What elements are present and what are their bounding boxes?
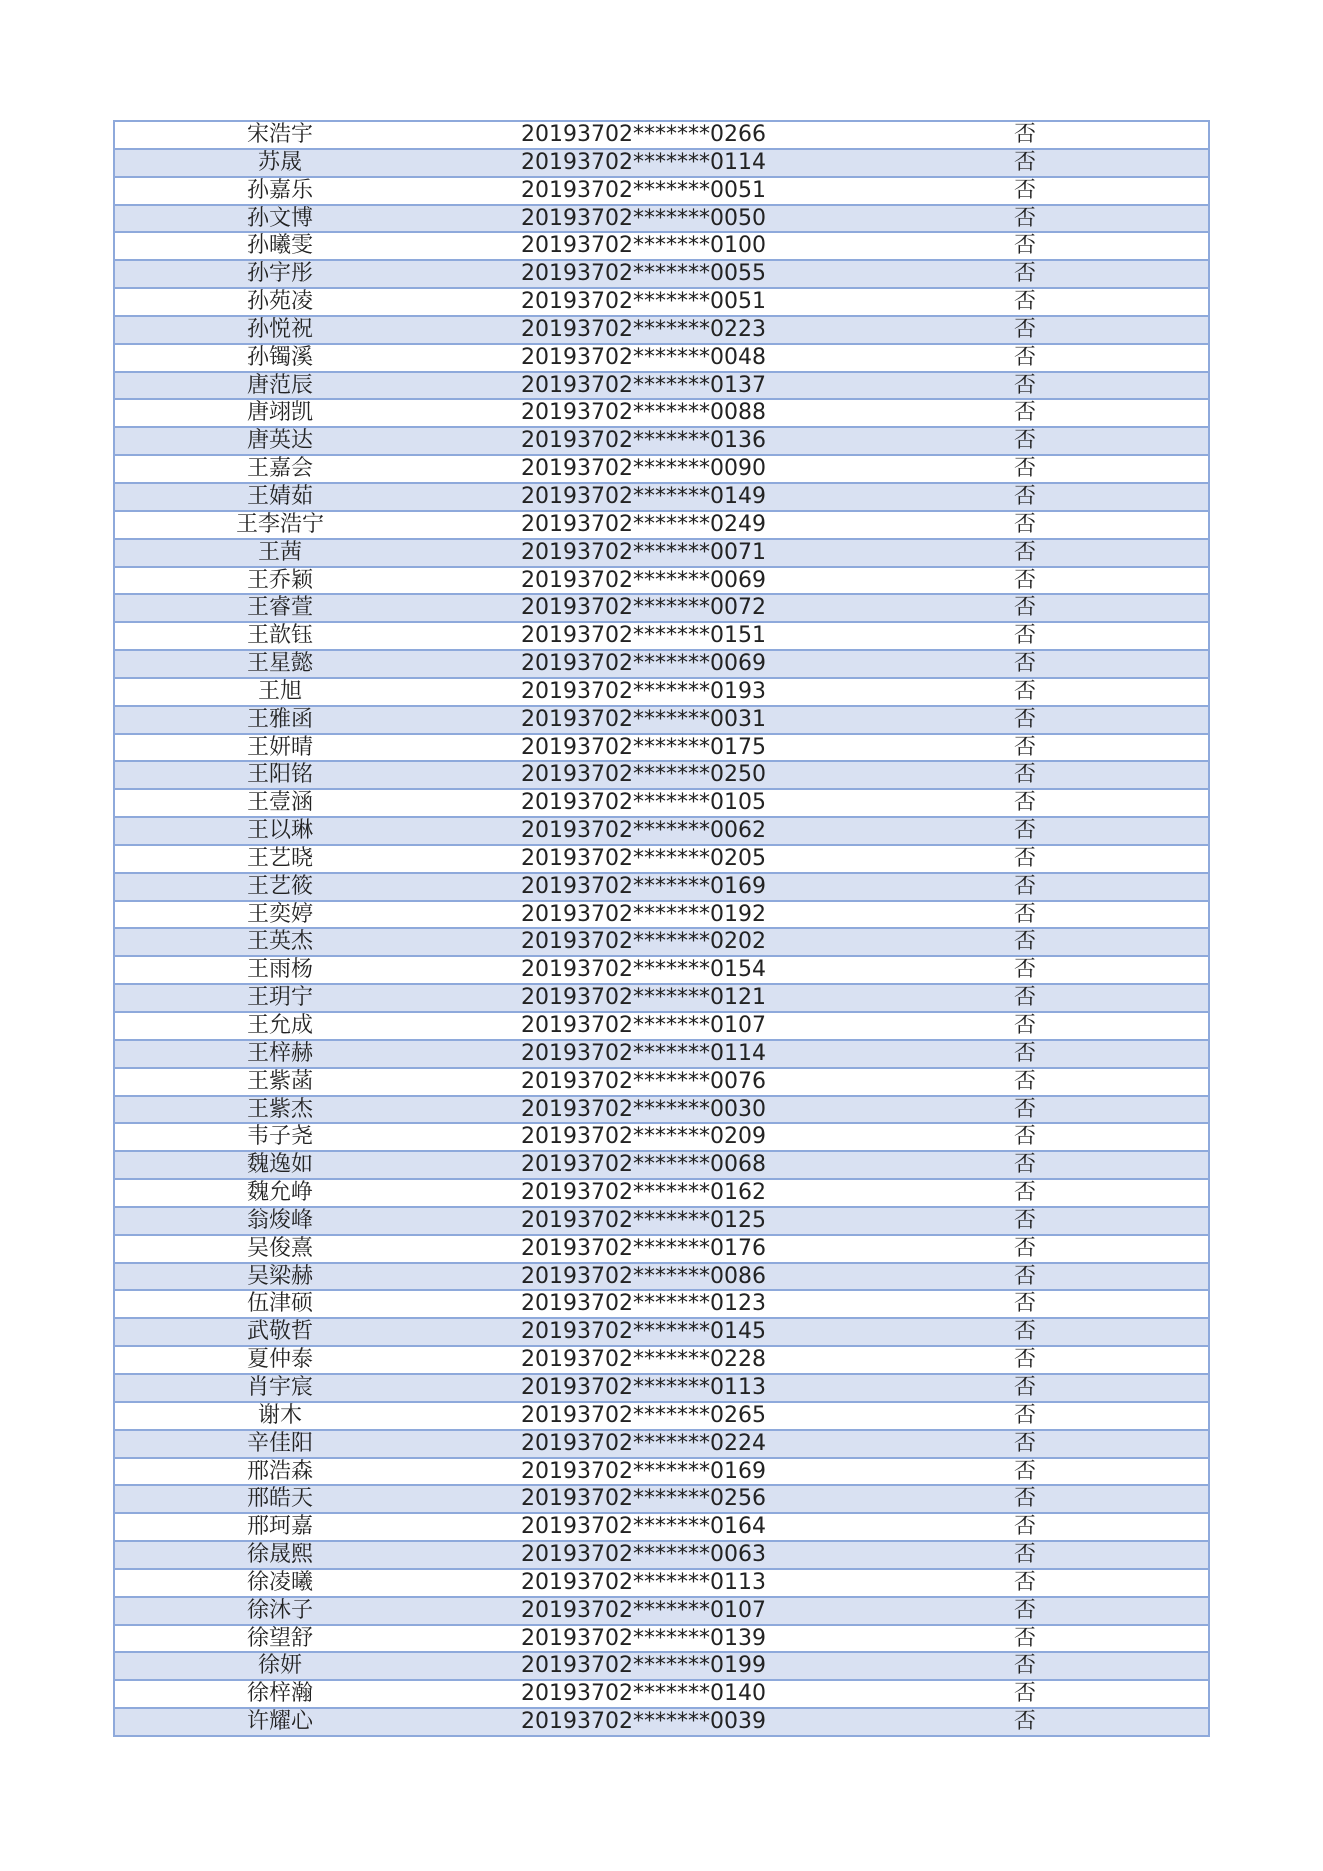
name-cell: 王旭 (257, 678, 302, 704)
student-table (113, 120, 1210, 1737)
table-row (115, 1178, 1208, 1206)
student-id-cell: 20193702*******0107 (521, 1597, 766, 1623)
student-id-cell: 20193702*******0086 (521, 1263, 766, 1289)
name-cell: 王梓赫 (246, 1040, 313, 1066)
flag-cell: 否 (1013, 1291, 1036, 1317)
table-row (115, 1345, 1208, 1373)
table-row (115, 1067, 1208, 1095)
flag-cell: 否 (1013, 289, 1036, 315)
student-id-cell: 20193702*******0123 (521, 1291, 766, 1317)
name-cell: 王雅函 (246, 706, 313, 732)
name-cell: 王紫杰 (246, 1096, 313, 1122)
student-id-cell: 20193702*******0031 (521, 706, 766, 732)
student-id-cell: 20193702*******0224 (521, 1430, 766, 1456)
student-id-cell: 20193702*******0175 (521, 734, 766, 760)
table-row (115, 1707, 1208, 1735)
table-row (115, 148, 1208, 176)
table-row (115, 955, 1208, 983)
student-id-cell: 20193702*******0114 (521, 1040, 766, 1066)
flag-cell: 否 (1013, 511, 1036, 537)
name-cell: 徐凌曦 (246, 1569, 313, 1595)
flag-cell: 否 (1013, 261, 1036, 287)
name-cell: 许耀心 (246, 1709, 313, 1735)
name-cell: 王以琳 (246, 818, 313, 844)
name-cell: 孙嘉乐 (246, 177, 313, 203)
flag-cell: 否 (1013, 929, 1036, 955)
name-cell: 孙曦雯 (246, 233, 313, 259)
name-cell: 翁焌峰 (246, 1207, 313, 1233)
name-cell: 王歆钰 (246, 623, 313, 649)
flag-cell: 否 (1013, 1263, 1036, 1289)
name-cell: 宋浩宇 (246, 122, 313, 147)
table-row (115, 1568, 1208, 1596)
name-cell: 王睿萱 (246, 595, 313, 621)
name-cell: 吴梁赫 (246, 1263, 313, 1289)
flag-cell: 否 (1013, 1569, 1036, 1595)
student-id-cell: 20193702*******0162 (521, 1180, 766, 1206)
flag-cell: 否 (1013, 845, 1036, 871)
table-row (115, 122, 1208, 148)
name-cell: 王艺筱 (246, 873, 313, 899)
student-id-cell: 20193702*******0069 (521, 567, 766, 593)
table-row (115, 621, 1208, 649)
student-id-cell: 20193702*******0250 (521, 762, 766, 788)
table-row (115, 1651, 1208, 1679)
table-row (115, 482, 1208, 510)
student-id-cell: 20193702*******0063 (521, 1542, 766, 1568)
flag-cell: 否 (1013, 372, 1036, 398)
table-row (115, 1679, 1208, 1707)
table-row (115, 649, 1208, 677)
table-row (115, 343, 1208, 371)
table-row (115, 287, 1208, 315)
flag-cell: 否 (1013, 1625, 1036, 1651)
table-row (115, 1596, 1208, 1624)
name-cell: 吴俊熹 (246, 1235, 313, 1261)
student-id-cell: 20193702*******0164 (521, 1514, 766, 1540)
student-id-cell: 20193702*******0062 (521, 818, 766, 844)
name-cell: 王壹涵 (246, 790, 313, 816)
student-id-cell: 20193702*******0193 (521, 678, 766, 704)
flag-cell: 否 (1013, 1430, 1036, 1456)
table-row (115, 1457, 1208, 1485)
name-cell: 王阳铭 (246, 762, 313, 788)
student-id-cell: 20193702*******0076 (521, 1068, 766, 1094)
table-row (115, 733, 1208, 761)
flag-cell: 否 (1013, 1180, 1036, 1206)
name-cell: 王允成 (246, 1013, 313, 1038)
flag-cell: 否 (1013, 344, 1036, 370)
student-id-cell: 20193702*******0051 (521, 177, 766, 203)
table-row (115, 259, 1208, 287)
student-id-cell: 20193702*******0100 (521, 233, 766, 259)
flag-cell: 否 (1013, 1542, 1036, 1568)
flag-cell: 否 (1013, 762, 1036, 788)
student-id-cell: 20193702*******0069 (521, 651, 766, 677)
name-cell: 王艺晓 (246, 845, 313, 871)
student-id-cell: 20193702*******0055 (521, 261, 766, 287)
student-id-cell: 20193702*******0072 (521, 595, 766, 621)
flag-cell: 否 (1013, 1374, 1036, 1400)
table-row (115, 900, 1208, 928)
name-cell: 唐翊凯 (246, 400, 313, 426)
table-row (115, 844, 1208, 872)
student-id-cell: 20193702*******0090 (521, 456, 766, 482)
flag-cell: 否 (1013, 1458, 1036, 1484)
flag-cell: 否 (1013, 1347, 1036, 1373)
name-cell: 苏晟 (257, 149, 302, 175)
table-row (115, 204, 1208, 232)
student-id-cell: 20193702*******0154 (521, 957, 766, 983)
student-id-cell: 20193702*******0068 (521, 1152, 766, 1178)
table-row (115, 426, 1208, 454)
name-cell: 王李浩宁 (235, 511, 324, 537)
name-cell: 王紫菡 (246, 1068, 313, 1094)
table-row (115, 705, 1208, 733)
student-id-cell: 20193702*******0107 (521, 1013, 766, 1038)
flag-cell: 否 (1013, 957, 1036, 983)
table-row (115, 788, 1208, 816)
table-row (115, 677, 1208, 705)
name-cell: 徐望舒 (246, 1625, 313, 1651)
student-id-cell: 20193702*******0088 (521, 400, 766, 426)
table-row (115, 398, 1208, 426)
name-cell: 王奕婷 (246, 901, 313, 927)
table-row (115, 816, 1208, 844)
flag-cell: 否 (1013, 233, 1036, 259)
table-row (115, 1429, 1208, 1457)
name-cell: 孙文博 (246, 205, 313, 231)
table-row (115, 1484, 1208, 1512)
name-cell: 徐妍 (257, 1653, 302, 1679)
name-cell: 伍津硕 (246, 1291, 313, 1317)
table-row (115, 1206, 1208, 1234)
name-cell: 王玥宁 (246, 985, 313, 1011)
student-id-cell: 20193702*******0265 (521, 1402, 766, 1428)
student-id-cell: 20193702*******0169 (521, 1458, 766, 1484)
flag-cell: 否 (1013, 428, 1036, 454)
student-id-cell: 20193702*******0228 (521, 1347, 766, 1373)
table-row (115, 1401, 1208, 1429)
student-id-cell: 20193702*******0223 (521, 316, 766, 342)
flag-cell: 否 (1013, 1402, 1036, 1428)
student-id-cell: 20193702*******0113 (521, 1569, 766, 1595)
flag-cell: 否 (1013, 1040, 1036, 1066)
flag-cell: 否 (1013, 1653, 1036, 1679)
table-row (115, 1624, 1208, 1652)
flag-cell: 否 (1013, 1597, 1036, 1623)
table-row (115, 1262, 1208, 1290)
name-cell: 谢木 (257, 1402, 302, 1428)
student-id-cell: 20193702*******0256 (521, 1486, 766, 1512)
table-row (115, 1373, 1208, 1401)
student-id-cell: 20193702*******0113 (521, 1374, 766, 1400)
flag-cell: 否 (1013, 985, 1036, 1011)
flag-cell: 否 (1013, 205, 1036, 231)
table-row (115, 510, 1208, 538)
table-row (115, 1540, 1208, 1568)
table-row (115, 1011, 1208, 1039)
flag-cell: 否 (1013, 177, 1036, 203)
flag-cell: 否 (1013, 1068, 1036, 1094)
table-row (115, 872, 1208, 900)
flag-cell: 否 (1013, 651, 1036, 677)
table-row (115, 1122, 1208, 1150)
table-row (115, 1095, 1208, 1123)
student-id-cell: 20193702*******0137 (521, 372, 766, 398)
student-id-cell: 20193702*******0125 (521, 1207, 766, 1233)
student-id-cell: 20193702*******0050 (521, 205, 766, 231)
student-id-cell: 20193702*******0030 (521, 1096, 766, 1122)
flag-cell: 否 (1013, 316, 1036, 342)
table-row (115, 231, 1208, 259)
flag-cell: 否 (1013, 456, 1036, 482)
name-cell: 王嘉会 (246, 456, 313, 482)
name-cell: 王星懿 (246, 651, 313, 677)
flag-cell: 否 (1013, 1207, 1036, 1233)
flag-cell: 否 (1013, 483, 1036, 509)
name-cell: 邢皓天 (246, 1486, 313, 1512)
student-id-cell: 20193702*******0249 (521, 511, 766, 537)
name-cell: 辛佳阳 (246, 1430, 313, 1456)
name-cell: 魏允峥 (246, 1180, 313, 1206)
name-cell: 王茜 (257, 539, 302, 565)
table-row (115, 760, 1208, 788)
student-id-cell: 20193702*******0114 (521, 149, 766, 175)
flag-cell: 否 (1013, 734, 1036, 760)
name-cell: 邢浩森 (246, 1458, 313, 1484)
table-row (115, 315, 1208, 343)
student-id-cell: 20193702*******0071 (521, 539, 766, 565)
name-cell: 徐晟熙 (246, 1542, 313, 1568)
name-cell: 韦子尧 (246, 1124, 313, 1150)
name-cell: 王婧茹 (246, 483, 313, 509)
student-id-cell: 20193702*******0140 (521, 1681, 766, 1707)
table-row (115, 176, 1208, 204)
table-row (115, 927, 1208, 955)
student-id-cell: 20193702*******0048 (521, 344, 766, 370)
table-row (115, 1039, 1208, 1067)
name-cell: 唐范辰 (246, 372, 313, 398)
name-cell: 夏仲泰 (246, 1347, 313, 1373)
name-cell: 王英杰 (246, 929, 313, 955)
name-cell: 王雨杨 (246, 957, 313, 983)
student-id-cell: 20193702*******0121 (521, 985, 766, 1011)
flag-cell: 否 (1013, 1096, 1036, 1122)
table-row (115, 1150, 1208, 1178)
student-id-cell: 20193702*******0176 (521, 1235, 766, 1261)
flag-cell: 否 (1013, 595, 1036, 621)
student-id-cell: 20193702*******0202 (521, 929, 766, 955)
name-cell: 邢珂嘉 (246, 1514, 313, 1540)
flag-cell: 否 (1013, 567, 1036, 593)
flag-cell: 否 (1013, 623, 1036, 649)
name-cell: 魏逸如 (246, 1152, 313, 1178)
student-id-cell: 20193702*******0051 (521, 289, 766, 315)
flag-cell: 否 (1013, 1013, 1036, 1038)
flag-cell: 否 (1013, 901, 1036, 927)
name-cell: 肖宇宸 (246, 1374, 313, 1400)
name-cell: 武敬哲 (246, 1319, 313, 1345)
student-id-cell: 20193702*******0149 (521, 483, 766, 509)
name-cell: 徐沐子 (246, 1597, 313, 1623)
student-id-cell: 20193702*******0199 (521, 1653, 766, 1679)
flag-cell: 否 (1013, 539, 1036, 565)
flag-cell: 否 (1013, 1235, 1036, 1261)
flag-cell: 否 (1013, 149, 1036, 175)
flag-cell: 否 (1013, 1709, 1036, 1735)
flag-cell: 否 (1013, 1124, 1036, 1150)
student-id-cell: 20193702*******0192 (521, 901, 766, 927)
flag-cell: 否 (1013, 1319, 1036, 1345)
student-id-cell: 20193702*******0136 (521, 428, 766, 454)
flag-cell: 否 (1013, 706, 1036, 732)
student-id-cell: 20193702*******0145 (521, 1319, 766, 1345)
table-row (115, 454, 1208, 482)
flag-cell: 否 (1013, 1681, 1036, 1707)
name-cell: 孙悦祝 (246, 316, 313, 342)
flag-cell: 否 (1013, 790, 1036, 816)
student-id-cell: 20193702*******0151 (521, 623, 766, 649)
student-id-cell: 20193702*******0039 (521, 1709, 766, 1735)
name-cell: 孙镯溪 (246, 344, 313, 370)
table-row (115, 538, 1208, 566)
student-id-cell: 20193702*******0209 (521, 1124, 766, 1150)
name-cell: 孙苑凌 (246, 289, 313, 315)
flag-cell: 否 (1013, 1152, 1036, 1178)
student-id-cell: 20193702*******0139 (521, 1625, 766, 1651)
table-row (115, 593, 1208, 621)
flag-cell: 否 (1013, 400, 1036, 426)
flag-cell: 否 (1013, 1514, 1036, 1540)
name-cell: 孙宇彤 (246, 261, 313, 287)
name-cell: 王妍晴 (246, 734, 313, 760)
table-row (115, 1289, 1208, 1317)
name-cell: 唐英达 (246, 428, 313, 454)
table-row (115, 1234, 1208, 1262)
table-row (115, 983, 1208, 1011)
table-row (115, 1317, 1208, 1345)
flag-cell: 否 (1013, 1486, 1036, 1512)
student-id-cell: 20193702*******0205 (521, 845, 766, 871)
table-row (115, 371, 1208, 399)
name-cell: 徐梓瀚 (246, 1681, 313, 1707)
student-id-cell: 20193702*******0169 (521, 873, 766, 899)
table-row (115, 566, 1208, 594)
table-row (115, 1512, 1208, 1540)
student-id-cell: 20193702*******0105 (521, 790, 766, 816)
student-id-cell: 20193702*******0266 (521, 122, 766, 147)
flag-cell: 否 (1013, 818, 1036, 844)
flag-cell: 否 (1013, 873, 1036, 899)
flag-cell: 否 (1013, 122, 1036, 147)
flag-cell: 否 (1013, 678, 1036, 704)
name-cell: 王乔颖 (246, 567, 313, 593)
